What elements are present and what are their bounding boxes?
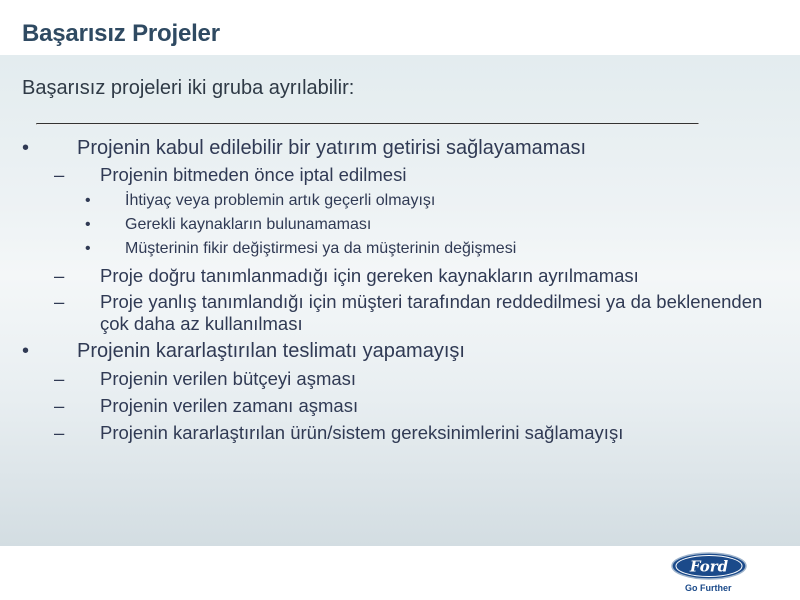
bullet-marker: • — [22, 340, 30, 362]
dash-marker: – — [54, 164, 65, 185]
slide-title: Başarısız Projeler — [22, 20, 220, 47]
intro-text: Başarısız projeleri iki gruba ayrılabilir: — [22, 77, 355, 99]
sub-bullet-text: Proje yanlış tanımlandığı için müşteri tarafından reddedilmesi ya da beklenenden çok daha az kullanılması — [100, 291, 763, 334]
dash-marker: – — [54, 265, 65, 286]
sub-bullet-text: Projenin verilen bütçeyi aşması — [100, 368, 357, 389]
sub-sub-bullet-text: İhtiyaç veya problemin artık geçerli olmayışı — [125, 192, 436, 209]
dash-marker: – — [54, 422, 65, 443]
sub-sub-bullet-text: Gerekli kaynakların bulunamaması — [125, 216, 372, 233]
bullet-marker: • — [22, 137, 30, 159]
sub-sub-bullet-text: Müşterinin fikir değiştirmesi ya da müşterinin değişmesi — [125, 240, 517, 257]
bullet-text: Projenin kabul edilebilir bir yatırım getirisi sağlayamaması — [77, 137, 587, 159]
logo-wordmark: Ford — [689, 557, 729, 576]
sub-bullet-text: Proje doğru tanımlanmadığı için gereken kaynakların ayrılmaması — [100, 265, 639, 286]
bullet-marker: • — [85, 216, 91, 233]
divider-line — [36, 123, 699, 125]
bullet-marker: • — [85, 240, 91, 257]
brand-tagline: Go Further — [685, 583, 732, 593]
dash-marker: – — [54, 395, 65, 416]
bullet-text: Projenin kararlaştırılan teslimatı yapamayışı — [77, 340, 465, 362]
sub-bullet-text: Projenin kararlaştırılan ürün/sistem gereksinimlerini sağlamayışı — [100, 422, 624, 443]
sub-bullet-text: Projenin bitmeden önce iptal edilmesi — [100, 164, 407, 185]
bullet-marker: • — [85, 192, 91, 209]
dash-marker: – — [54, 291, 65, 312]
sub-bullet-text: Projenin verilen zamanı aşması — [100, 395, 359, 416]
dash-marker: – — [54, 368, 65, 389]
